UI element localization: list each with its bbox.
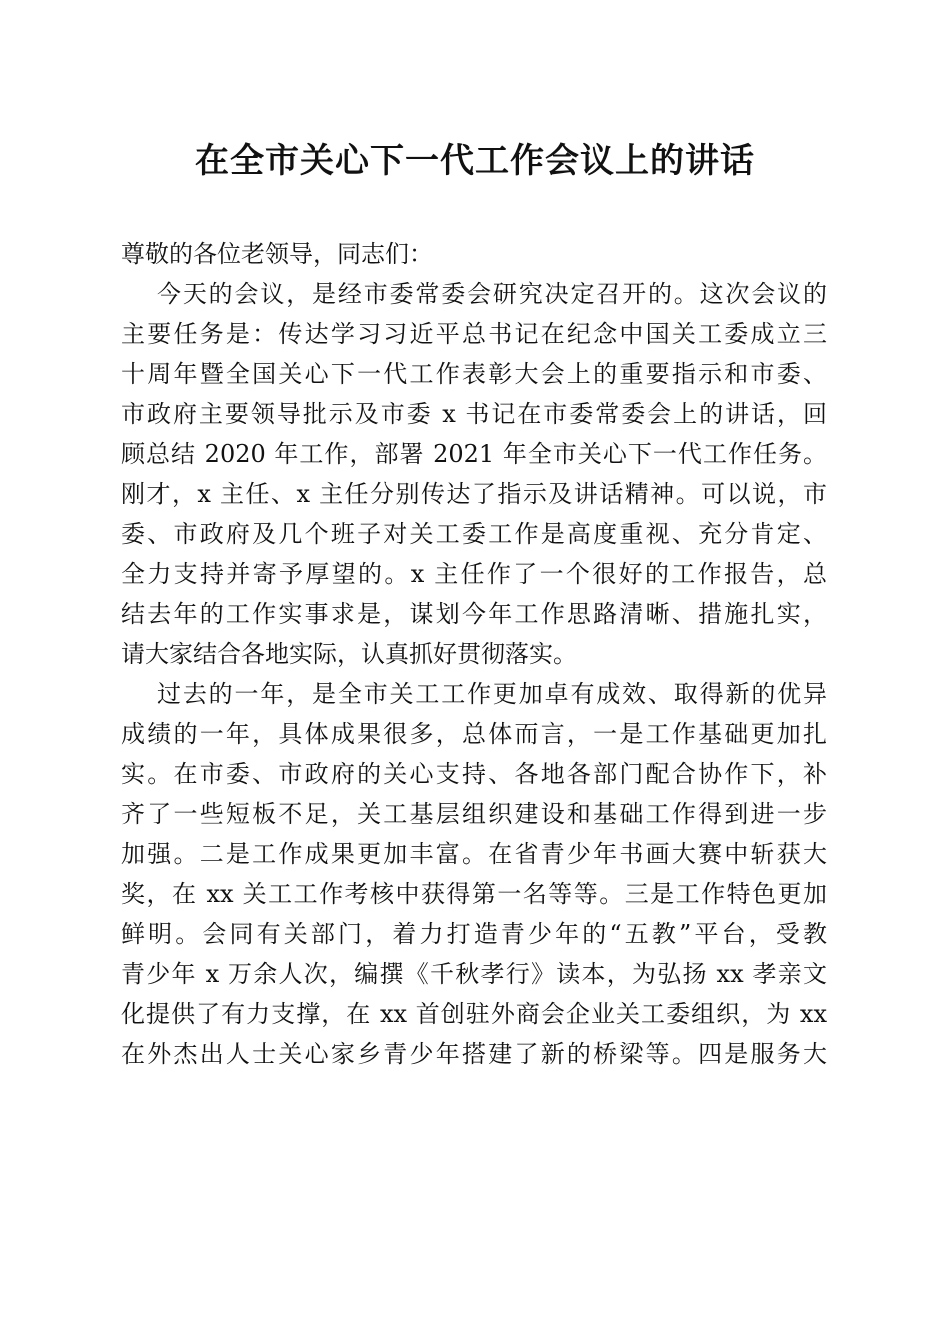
text-line: 今天的会议，是经市委常委会研究决定召开的。这次会议的 bbox=[157, 280, 827, 308]
text-line: 奖，在 xx 关工工作考核中获得第一名等等。三是工作特色更加 bbox=[121, 880, 827, 908]
text-line: 全力支持并寄予厚望的。x 主任作了一个很好的工作报告，总 bbox=[121, 560, 827, 588]
text-line: 鲜明。会同有关部门，着力打造青少年的“五教”平台，受教 bbox=[121, 920, 827, 948]
text-line: 十周年暨全国关心下一代工作表彰大会上的重要指示和市委、 bbox=[121, 360, 827, 388]
text-line: 青少年 x 万余人次，编撰《千秋孝行》读本，为弘扬 xx 孝亲文 bbox=[121, 960, 827, 988]
text-line: 实。在市委、市政府的关心支持、各地各部门配合协作下，补 bbox=[121, 760, 827, 788]
text-line: 过去的一年，是全市关工工作更加卓有成效、取得新的优异 bbox=[157, 680, 827, 708]
text-line: 成绩的一年，具体成果很多，总体而言，一是工作基础更加扎 bbox=[121, 720, 827, 748]
document-title: 在全市关心下一代工作会议上的讲话 bbox=[195, 141, 755, 181]
text-line: 主要任务是：传达学习习近平总书记在纪念中国关工委成立三 bbox=[121, 320, 827, 348]
text-line: 刚才，x 主任、x 主任分别传达了指示及讲话精神。可以说，市 bbox=[121, 480, 827, 508]
text-line: 齐了一些短板不足，关工基层组织建设和基础工作得到进一步 bbox=[121, 800, 827, 828]
text-line: 结去年的工作实事求是，谋划今年工作思路清晰、措施扎实， bbox=[121, 600, 827, 628]
text-line: 在外杰出人士关心家乡青少年搭建了新的桥梁等。四是服务大 bbox=[121, 1040, 827, 1068]
text-line: 委、市政府及几个班子对关工委工作是高度重视、充分肯定、 bbox=[121, 520, 827, 548]
text-line: 化提供了有力支撑，在 xx 首创驻外商会企业关工委组织，为 xx bbox=[121, 1000, 827, 1028]
text-line: 加强。二是工作成果更加丰富。在省青少年书画大赛中斩获大 bbox=[121, 840, 827, 868]
text-line: 市政府主要领导批示及市委 x 书记在市委常委会上的讲话，回 bbox=[121, 400, 827, 428]
document-body bbox=[121, 234, 827, 1074]
text-line: 请大家结合各地实际，认真抓好贯彻落实。 bbox=[121, 640, 577, 668]
salutation-line: 尊敬的各位老领导，同志们： bbox=[121, 240, 433, 268]
text-line: 顾总结 2020 年工作，部署 2021 年全市关心下一代工作任务。 bbox=[121, 440, 827, 468]
